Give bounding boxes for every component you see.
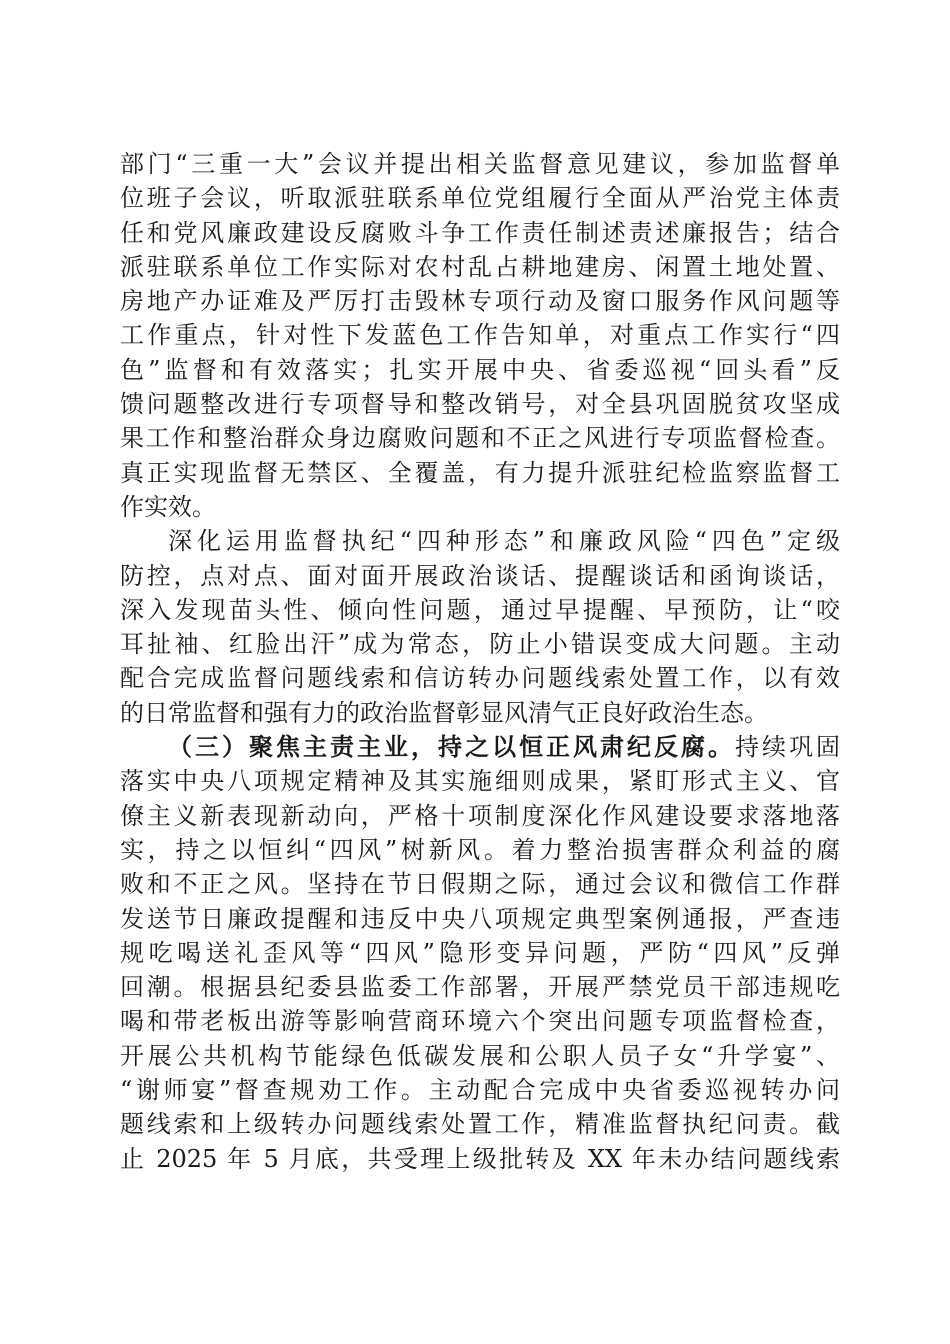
text-line: 配合完成监督问题线索和信访转办问题线索处置工作，以有效 <box>120 664 840 693</box>
text-line: 作实效。 <box>120 492 216 521</box>
text-line: 实，持之以恒纠“四风”树新风。着力整治损害群众利益的腐 <box>120 835 840 864</box>
text-line: 房地产办证难及严厉打击毁林专项行动及窗口服务作风问题等 <box>120 287 840 316</box>
text-line: 工作重点，针对性下发蓝色工作告知单，对重点工作实行“四 <box>120 321 840 350</box>
text-line: 落实中央八项规定精神及其实施细则成果，紧盯形式主义、官 <box>120 767 840 796</box>
text-line: 深入发现苗头性、倾向性问题，通过早提醒、早预防，让“咬 <box>120 595 840 624</box>
text-line: 开展公共机构节能绿色低碳发展和公职人员子女“升学宴”、 <box>120 1041 840 1070</box>
text-line: 的日常监督和强有力的政治监督彰显风清气正良好政治生态。 <box>120 698 768 727</box>
text-line: 部门“三重一大”会议并提出相关监督意见建议，参加监督单 <box>120 150 840 178</box>
text-line: 发送节日廉政提醒和违反中央八项规定典型案例通报，严查违 <box>120 904 840 933</box>
text-line: 败和不正之风。坚持在节日假期之际，通过会议和微信工作群 <box>120 870 840 899</box>
text-line: 真正实现监督无禁区、全覆盖，有力提升派驻纪检监察监督工 <box>120 458 840 487</box>
text-line: 题线索和上级转办问题线索处置工作，精准监督执纪问责。截 <box>120 1110 840 1139</box>
text-line: 派驻联系单位工作实际对农村乱占耕地建房、闲置土地处置、 <box>120 252 840 281</box>
paragraph-1 <box>120 147 840 524</box>
section-heading: （三）聚焦主责主业，持之以恒正风肃纪反腐。 <box>168 732 735 762</box>
paragraph-3 <box>120 730 840 1176</box>
heading-continuation: 持续巩固 <box>735 733 840 762</box>
text-line: 僚主义新表现新动向，严格十项制度深化作风建设要求落地落 <box>120 801 840 830</box>
text-line: 色”监督和有效落实；扎实开展中央、省委巡视“回头看”反 <box>120 355 840 384</box>
text-line: “谢师宴”督查规劝工作。主动配合完成中央省委巡视转办问 <box>120 1076 840 1105</box>
paragraph-2 <box>120 524 840 730</box>
text-line <box>120 730 840 764</box>
document-page <box>120 147 840 1176</box>
text-line: 耳扯袖、红脸出汗”成为常态，防止小错误变成大问题。主动 <box>120 630 840 659</box>
text-line: 止 2025 年 5 月底，共受理上级批转及 XX 年未办结问题线索 <box>120 1144 840 1173</box>
text-line: 任和党风廉政建设反腐败斗争工作责任制述责述廉报告；结合 <box>120 218 840 247</box>
text-line: 果工作和整治群众身边腐败问题和不正之风进行专项监督检查。 <box>120 424 840 453</box>
text-line: 规吃喝送礼歪风等“四风”隐形变异问题，严防“四风”反弹 <box>120 938 840 967</box>
text-line: 喝和带老板出游等影响营商环境六个突出问题专项监督检查， <box>120 1007 840 1036</box>
text-line: 回潮。根据县纪委县监委工作部署，开展严禁党员干部违规吃 <box>120 973 840 1002</box>
text-line: 位班子会议，听取派驻联系单位党组履行全面从严治党主体责 <box>120 184 840 213</box>
text-line: 防控，点对点、面对面开展政治谈话、提醒谈话和函询谈话， <box>120 561 840 590</box>
text-line: 深化运用监督执纪“四种形态”和廉政风险“四色”定级 <box>168 527 840 556</box>
text-line: 馈问题整改进行专项督导和整改销号，对全县巩固脱贫攻坚成 <box>120 390 840 419</box>
